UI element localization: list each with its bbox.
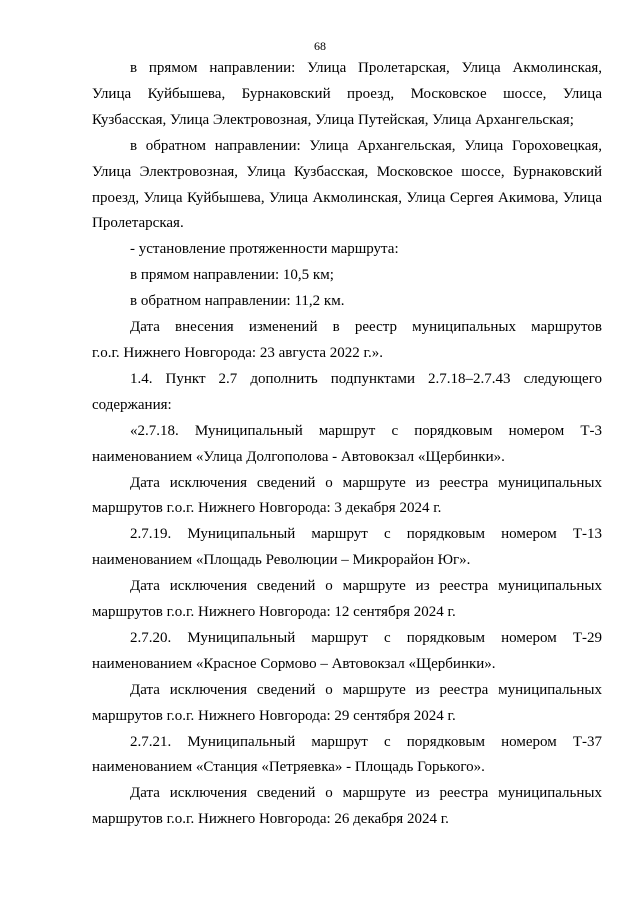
page-number: 68 bbox=[314, 39, 326, 53]
paragraph-exclusion-date-t3 bbox=[92, 471, 602, 523]
paragraph-exclusion-date-t29 bbox=[92, 678, 602, 730]
paragraph-exclusion-date-t13 bbox=[92, 574, 602, 626]
paragraph-continuation: содержания: bbox=[92, 396, 172, 413]
paragraph-exclusion-date-t37 bbox=[92, 781, 602, 833]
paragraph-reverse-route bbox=[92, 134, 602, 238]
paragraph-continuation: наименованием «Улица Долгополова - Автовокзал «Щербинки». bbox=[92, 448, 505, 465]
paragraph-forward-length bbox=[92, 263, 602, 289]
paragraph-route-t3 bbox=[92, 419, 602, 471]
paragraph-line: Дата исключения сведений о маршруте из реестра муниципальных bbox=[130, 474, 602, 491]
paragraph-continuation: маршрутов г.о.г. Нижнего Новгорода: 29 сентября 2024 г. bbox=[92, 707, 456, 724]
paragraph-continuation: маршрутов г.о.г. Нижнего Новгорода: 26 декабря 2024 г. bbox=[92, 811, 449, 828]
paragraph-continuation: Улица Электровозная, Улица Кузбасская, Московское шоссе, Бурнаковский проезд, Улица Куйбышева, Улица Акмолинская, Улица Сергея Акимова, Улица Пролетарская. bbox=[92, 163, 602, 232]
paragraph-line: 2.7.20. Муниципальный маршрут с порядковым номером Т-29 bbox=[130, 629, 602, 646]
paragraph-line: в прямом направлении: Улица Пролетарская, Улица Акмолинская, bbox=[130, 60, 602, 76]
paragraph-change-date bbox=[92, 315, 602, 367]
paragraph-continuation: маршрутов г.о.г. Нижнего Новгорода: 12 сентября 2024 г. bbox=[92, 604, 456, 621]
paragraph-route-t29 bbox=[92, 626, 602, 678]
paragraph-reverse-length bbox=[92, 289, 602, 315]
paragraph-clause-1-4 bbox=[92, 367, 602, 419]
paragraph-route-t37 bbox=[92, 730, 602, 782]
paragraph-line: Дата исключения сведений о маршруте из реестра муниципальных bbox=[130, 785, 602, 802]
paragraph-continuation: наименованием «Площадь Революции – Микрорайон Юг». bbox=[92, 552, 471, 569]
paragraph-line: в обратном направлении: Улица Архангельская, Улица Гороховецкая, bbox=[130, 137, 602, 154]
paragraph-line: 1.4. Пункт 2.7 дополнить подпунктами 2.7.18–2.7.43 следующего bbox=[130, 370, 602, 387]
paragraph-line: 2.7.21. Муниципальный маршрут с порядковым номером Т-37 bbox=[130, 733, 602, 750]
paragraph-route-length-heading bbox=[92, 237, 602, 263]
paragraph-route-t13 bbox=[92, 522, 602, 574]
paragraph-continuation: наименованием «Станция «Петряевка» - Площадь Горького». bbox=[92, 759, 485, 776]
paragraph-line: в прямом направлении: 10,5 км; bbox=[130, 267, 334, 284]
paragraph-continuation: наименованием «Красное Сормово – Автовокзал «Щербинки». bbox=[92, 655, 496, 672]
paragraph-line: в обратном направлении: 11,2 км. bbox=[130, 293, 345, 310]
paragraph-line: - установление протяженности маршрута: bbox=[130, 241, 399, 258]
paragraph-forward-route bbox=[92, 56, 602, 134]
paragraph-line: Дата внесения изменений в реестр муниципальных маршрутов bbox=[130, 319, 602, 336]
paragraph-continuation: Улица Куйбышева, Бурнаковский проезд, Московское шоссе, Улица Кузбасская, Улица Электровозная, Улица Путейская, Улица Архангельская; bbox=[92, 85, 602, 128]
paragraph-continuation: маршрутов г.о.г. Нижнего Новгорода: 3 декабря 2024 г. bbox=[92, 500, 442, 517]
document-body bbox=[92, 56, 602, 833]
paragraph-line: Дата исключения сведений о маршруте из реестра муниципальных bbox=[130, 681, 602, 698]
paragraph-continuation: г.о.г. Нижнего Новгорода: 23 августа 2022 г.». bbox=[92, 344, 383, 361]
paragraph-line: 2.7.19. Муниципальный маршрут с порядковым номером Т-13 bbox=[130, 526, 602, 543]
paragraph-line: «2.7.18. Муниципальный маршрут с порядковым номером Т-3 bbox=[130, 422, 602, 439]
paragraph-line: Дата исключения сведений о маршруте из реестра муниципальных bbox=[130, 578, 602, 595]
